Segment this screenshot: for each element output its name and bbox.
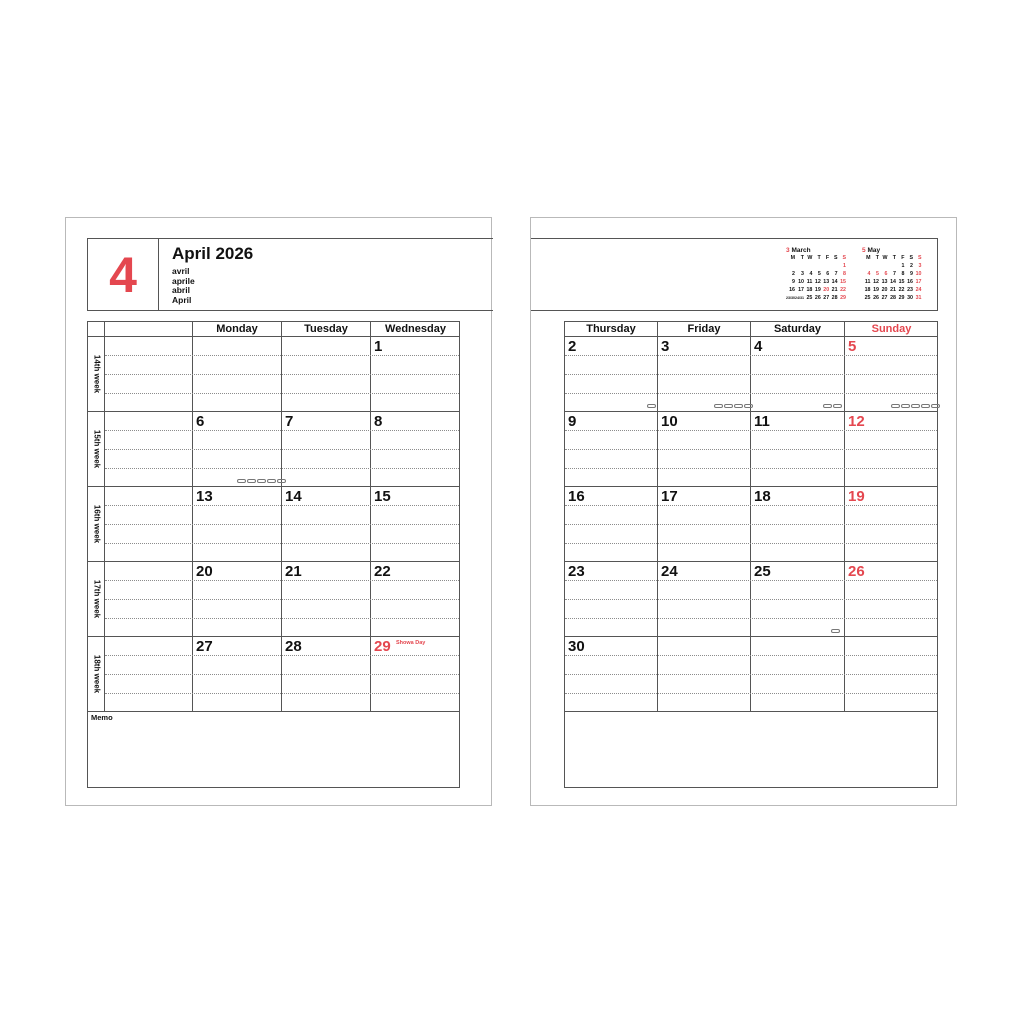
day-header-tuesday: Tuesday <box>304 323 348 335</box>
day-number[interactable]: 2 <box>568 338 577 355</box>
moon-phase-icon <box>237 479 286 483</box>
writing-line <box>565 599 937 600</box>
day-number-sunday[interactable]: 19 <box>848 488 865 505</box>
holiday-label: Showa Day <box>396 640 426 646</box>
mini-month-number: 5 <box>862 247 866 254</box>
writing-line <box>105 655 459 656</box>
calendar-grid-right <box>564 321 938 788</box>
writing-line <box>565 543 937 544</box>
calendar-grid-left <box>87 321 460 788</box>
writing-line <box>565 618 937 619</box>
memo-label: Memo <box>91 713 113 722</box>
day-header-wednesday: Wednesday <box>385 323 446 335</box>
writing-line <box>565 524 937 525</box>
mini-month-name: May <box>867 247 881 254</box>
writing-line <box>105 374 459 375</box>
writing-line <box>105 524 459 525</box>
day-number[interactable]: 16 <box>568 488 585 505</box>
month-number-box <box>88 239 159 310</box>
writing-line <box>105 599 459 600</box>
moon-phase-icon <box>831 629 840 633</box>
writing-line <box>105 355 459 356</box>
writing-line <box>565 655 937 656</box>
writing-line <box>105 468 459 469</box>
moon-phase-icon <box>647 404 656 408</box>
writing-line <box>565 505 937 506</box>
month-number: 4 <box>109 247 137 303</box>
day-number[interactable]: 6 <box>196 413 205 430</box>
day-number[interactable]: 24 <box>661 563 678 580</box>
mini-calendar-header <box>531 238 938 311</box>
day-number-sunday[interactable]: 5 <box>848 338 857 355</box>
day-number[interactable]: 15 <box>374 488 391 505</box>
day-number[interactable]: 22 <box>374 563 391 580</box>
month-name-italian: aprile <box>172 275 195 286</box>
day-header-friday: Friday <box>687 323 721 335</box>
writing-line <box>105 505 459 506</box>
writing-line <box>565 580 937 581</box>
day-number[interactable]: 27 <box>196 638 213 655</box>
day-number[interactable]: 4 <box>754 338 763 355</box>
moon-phase-icon <box>714 404 753 408</box>
writing-line <box>105 393 459 394</box>
writing-line <box>565 374 937 375</box>
day-number[interactable]: 9 <box>568 413 577 430</box>
writing-line <box>105 580 459 581</box>
day-number[interactable]: 28 <box>285 638 302 655</box>
mini-calendar-may <box>862 247 922 302</box>
week-label: 18th week <box>92 654 101 694</box>
day-number-sunday[interactable]: 12 <box>848 413 865 430</box>
week-label: 14th week <box>92 354 101 394</box>
writing-line <box>105 674 459 675</box>
mini-calendar-table: M T W T F S S 1 2 3 4 5 6 7 8 9 10 11 12 13 14 15 16 17 18 19 20 21 22 23 24 25 26 27 28 29 30 31 <box>864 255 922 301</box>
week-label: 17th week <box>92 579 101 619</box>
day-number[interactable]: 14 <box>285 488 302 505</box>
day-number[interactable]: 17 <box>661 488 678 505</box>
writing-line <box>105 693 459 694</box>
moon-phase-icon <box>891 404 940 408</box>
writing-line <box>565 430 937 431</box>
day-number[interactable]: 23 <box>568 563 585 580</box>
mini-calendar-march <box>786 247 846 302</box>
day-number[interactable]: 18 <box>754 488 771 505</box>
mini-month-number: 3 <box>786 247 790 254</box>
day-number[interactable]: 10 <box>661 413 678 430</box>
day-number[interactable]: 3 <box>661 338 670 355</box>
day-number[interactable]: 21 <box>285 563 302 580</box>
mini-month-name: March <box>791 247 811 254</box>
day-header-thursday: Thursday <box>586 323 636 335</box>
writing-line <box>565 693 937 694</box>
day-number[interactable]: 1 <box>374 338 383 355</box>
planner-page-left <box>65 217 492 806</box>
writing-line <box>565 674 937 675</box>
day-number[interactable]: 30 <box>568 638 585 655</box>
day-number[interactable]: 7 <box>285 413 294 430</box>
month-header <box>87 238 493 311</box>
day-number[interactable]: 25 <box>754 563 771 580</box>
planner-page-right <box>530 217 957 806</box>
mini-calendar-table: M T W T F S S 1 2 3 4 5 6 7 8 9 10 11 12 13 14 15 16 17 18 19 20 21 22 23/30 24/31 25 26 27 28 29 <box>786 255 846 301</box>
writing-line <box>565 449 937 450</box>
week-label: 16th week <box>92 504 101 544</box>
day-header-saturday: Saturday <box>773 323 822 335</box>
day-number[interactable]: 13 <box>196 488 213 505</box>
writing-line <box>565 355 937 356</box>
day-number[interactable]: 20 <box>196 563 213 580</box>
month-title: April 2026 <box>172 244 254 263</box>
week-label: 15th week <box>92 429 101 469</box>
writing-line <box>565 393 937 394</box>
writing-line <box>105 618 459 619</box>
writing-line <box>565 468 937 469</box>
month-name-french: avril <box>172 266 190 276</box>
moon-phase-icon <box>823 404 842 408</box>
day-number[interactable]: 11 <box>754 413 770 430</box>
month-name-spanish: abril <box>172 285 190 295</box>
day-number-sunday[interactable]: 26 <box>848 563 865 580</box>
month-name-german: April <box>172 294 192 305</box>
writing-line <box>105 449 459 450</box>
writing-line <box>105 543 459 544</box>
day-header-monday: Monday <box>216 323 258 335</box>
day-number[interactable]: 8 <box>374 413 383 430</box>
day-number-holiday[interactable]: 29 <box>374 638 391 655</box>
writing-line <box>105 430 459 431</box>
day-header-sunday: Sunday <box>871 323 912 335</box>
